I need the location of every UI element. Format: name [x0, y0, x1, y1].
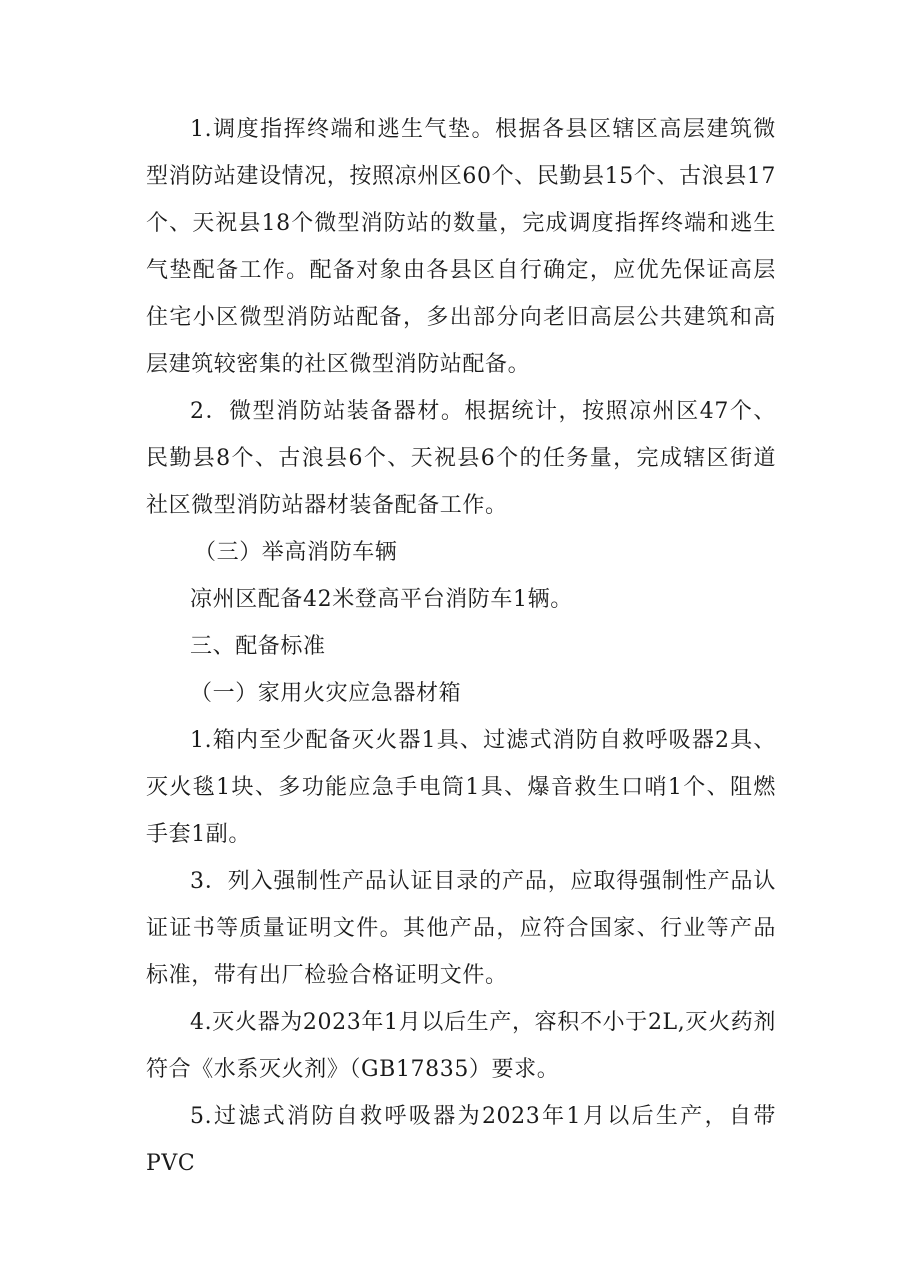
section-heading-standards: 三、配备标准 [190, 634, 326, 659]
paragraph-extinguisher: 4.灭火器为2023年1月以后生产，容积不小于2L,灭火药剂符合《水系灭火剂》（GB17835）要求。 [146, 1010, 776, 1082]
section-heading-aerial-vehicles: （三）举高消防车辆 [194, 540, 398, 565]
paragraph-micro-station-equipment: 2．微型消防站装备器材。根据统计，按照凉州区47个、民勤县8个、古浪县6个、天祝县6个的任务量，完成辖区街道社区微型消防站器材装备配备工作。 [146, 399, 776, 518]
paragraph-certification: 3．列入强制性产品认证目录的产品，应取得强制性产品认证证书等质量证明文件。其他产品，应符合国家、行业等产品标准，带有出厂检验合格证明文件。 [146, 869, 776, 988]
paragraph-kit-contents: 1.箱内至少配备灭火器1具、过滤式消防自救呼吸器2具、灭火毯1块、多功能应急手电筒1具、爆音救生口哨1个、阻燃手套1副。 [146, 728, 776, 847]
paragraph-respirator: 5.过滤式消防自救呼吸器为2023年1月以后生产，自带PVC [146, 1104, 776, 1176]
paragraph-liangzhou-platform-truck: 凉州区配备42米登高平台消防车1辆。 [190, 587, 573, 612]
paragraph-dispatch-terminal: 1.调度指挥终端和逃生气垫。根据各县区辖区高层建筑微型消防站建设情况，按照凉州区60个、民勤县15个、古浪县17个、天祝县18个微型消防站的数量，完成调度指挥终端和逃生气垫配备工作。配备对象由各县区自行确定，应优先保证高层住宅小区微型消防站配备，多出部分向老旧高层公共建筑和高层建筑较密集的社区微型消防站配备。 [146, 117, 776, 377]
section-heading-home-emergency-kit: （一）家用火灾应急器材箱 [190, 681, 462, 706]
